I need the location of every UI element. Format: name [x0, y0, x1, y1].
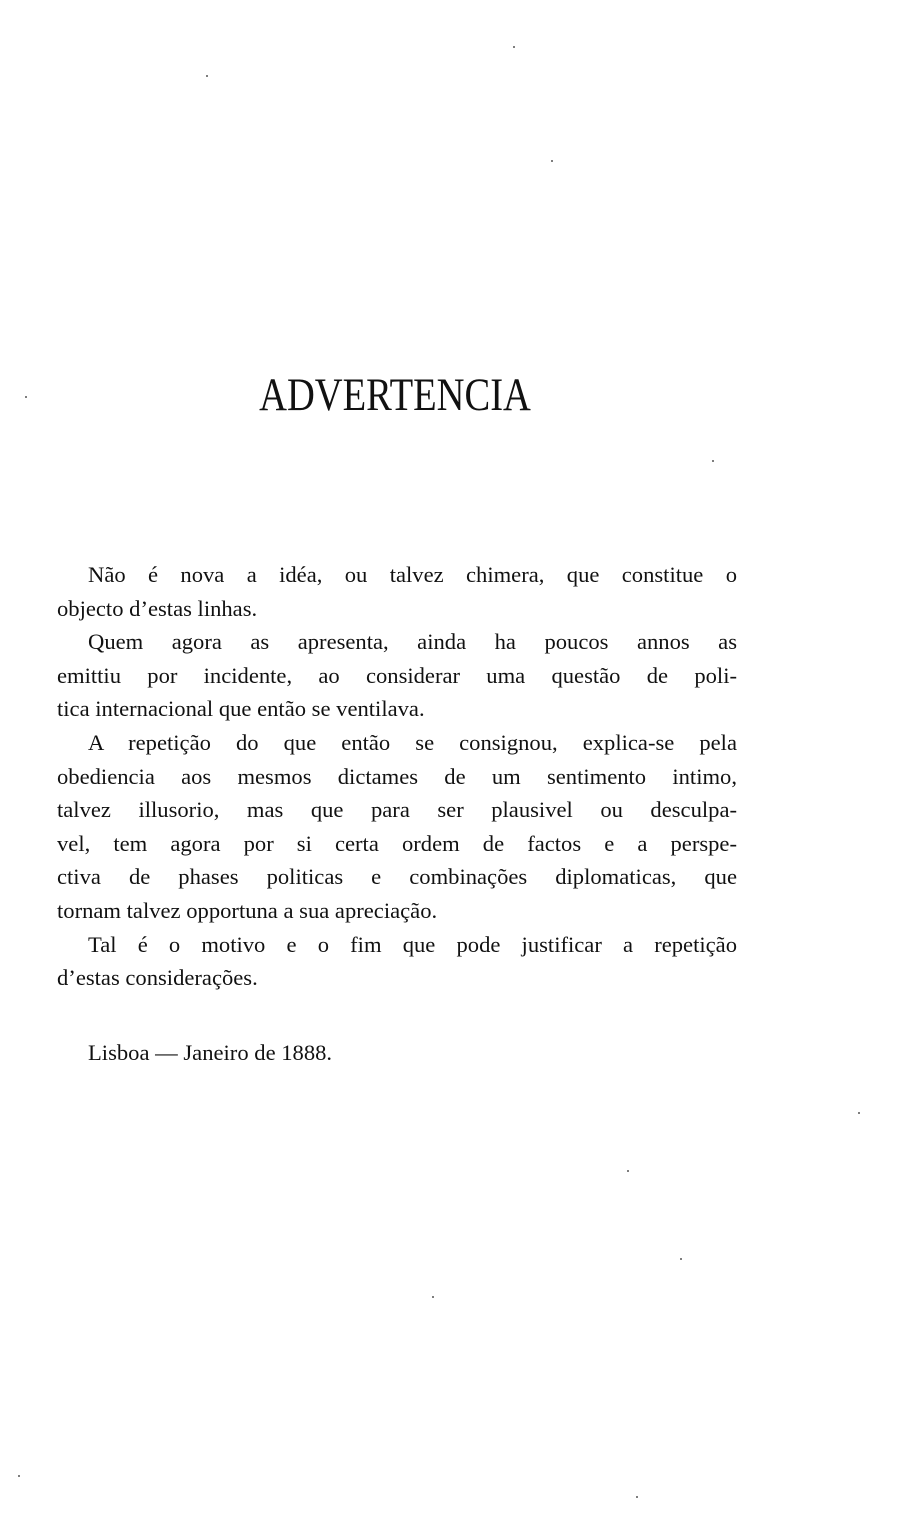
scan-speck [858, 1112, 860, 1114]
text-line: Não é nova a idéa, ou talvez chimera, que constitue o [88, 562, 737, 587]
text-line: A repetição do que então se consignou, explica-se pela [88, 729, 737, 755]
text-line: obediencia aos mesmos dictames de um sentimento intimo, [57, 763, 737, 789]
paragraph-4 [57, 928, 737, 995]
text-line: talvez illusorio, mas que para ser plausivel ou desculpa- [57, 797, 737, 823]
scan-speck [513, 46, 515, 48]
text-line: tica internacional que então se ventilava. [57, 696, 425, 722]
scan-speck [712, 460, 714, 462]
text-line: emittiu por incidente, ao considerar uma questão de poli- [57, 662, 737, 688]
paragraph-3 [57, 726, 737, 928]
scan-speck [432, 1296, 434, 1298]
text-line: ctiva de phases politicas e combinações diplomaticas, que [57, 864, 737, 890]
scan-speck [627, 1170, 629, 1172]
paragraph-1 [57, 558, 737, 625]
text-line: objecto d’estas linhas. [57, 595, 258, 621]
text-line: Quem agora as apresenta, ainda ha poucos annos as [88, 629, 737, 655]
place-date-signoff: Lisboa — Janeiro de 1888. [88, 1040, 333, 1065]
text-line: Tal é o motivo e o fim que pode justificar a repetição [88, 931, 737, 957]
scan-speck [206, 75, 208, 77]
text-line: vel, tem agora por si certa ordem de factos e a perspe- [57, 830, 737, 856]
text-line: tornam talvez opportuna a sua apreciação. [57, 897, 438, 923]
scan-speck [25, 396, 27, 398]
paragraph-2 [57, 625, 737, 726]
text-line: d’estas considerações. [57, 965, 258, 991]
scan-speck [636, 1496, 638, 1498]
scan-speck [551, 160, 553, 162]
scan-speck [18, 1475, 20, 1477]
body-text [57, 558, 737, 995]
page-title: ADVERTENCIA [259, 369, 531, 421]
scan-speck [680, 1258, 682, 1260]
